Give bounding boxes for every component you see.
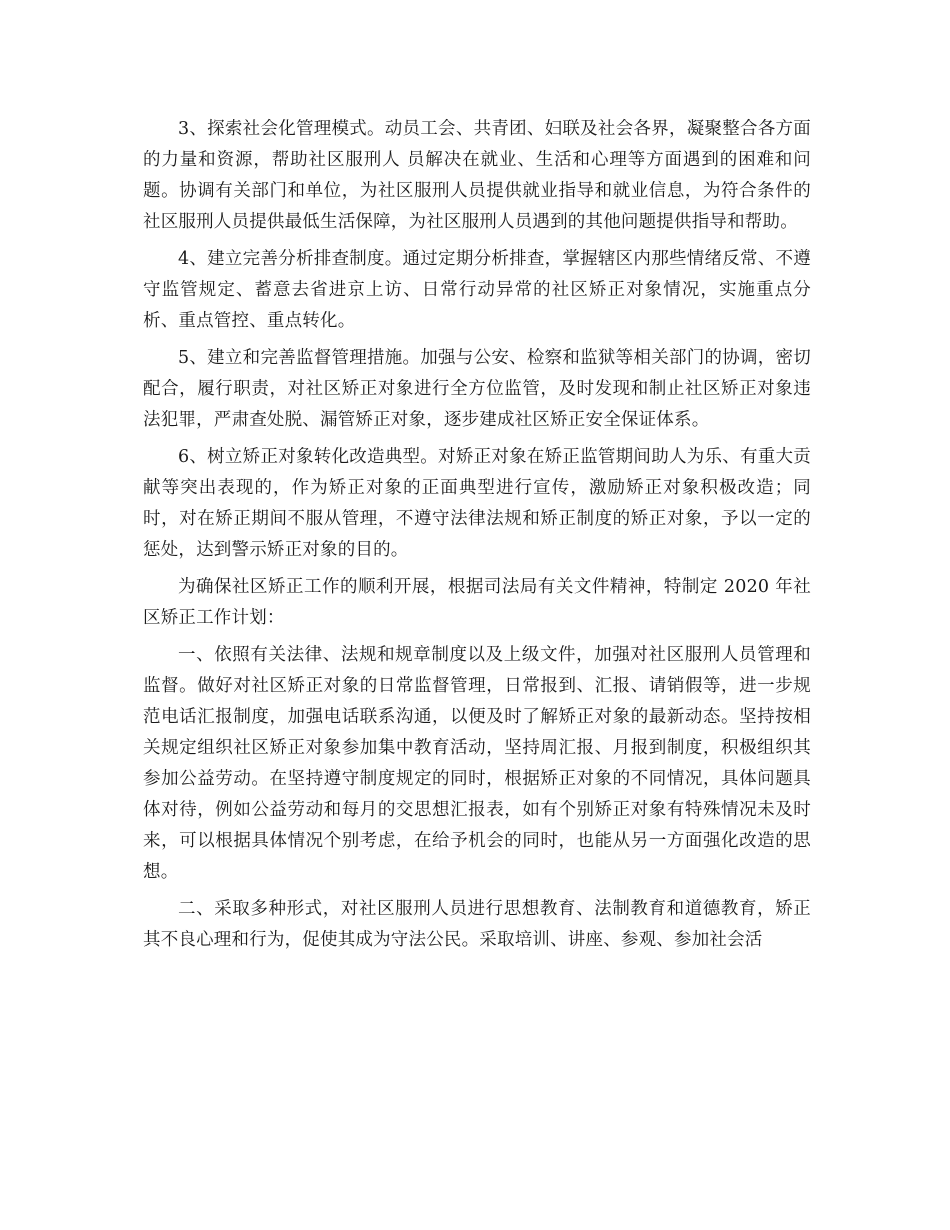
paragraph-5-supervision-measures: 5、建立和完善监督管理措施。加强与公安、检察和监狱等相关部门的协调，密切配合，履行职责，对社区矫正对象进行全方位监管，及时发现和制止社区矫正对象违法犯罪，严肃查处脱、漏管矫正对象，逐步建成社区矫正安全保证体系。 xyxy=(143,348,811,430)
paragraph-section-two: 二、采取多种形式，对社区服刑人员进行思想教育、法制教育和道德教育，矫正其不良心理和行为，促使其成为守法公民。采取培训、讲座、参观、参加社会活 xyxy=(143,899,811,950)
paragraph-section-one: 一、依照有关法律、法规和规章制度以及上级文件，加强对社区服刑人员管理和监督。做好对社区矫正对象的日常监督管理，日常报到、汇报、请销假等，进一步规范电话汇报制度，加强电话联系沟通，以便及时了解矫正对象的最新动态。坚持按相关规定组织社区矫正对象参加集中教育活动，坚持周汇报、月报到制度，积极组织其参加公益劳动。在坚持遵守制度规定的同时，根据矫正对象的不同情况，具体问题具体对待，例如公益劳动和每月的交思想汇报表，如有个别矫正对象有特殊情况未及时来，可以根据具体情况个别考虑，在给予机会的同时，也能从另一方面强化改造的思想。 xyxy=(143,645,811,882)
paragraph-3-social-management: 3、探索社会化管理模式。动员工会、共青团、妇联及社会各界，凝聚整合各方面的力量和资源，帮助社区服刑人 员解决在就业、生活和心理等方面遇到的困难和问题。协调有关部门和单位，为社区服刑人员提供就业指导和就业信息，为符合条件的社区服刑人员提供最低生活保障，为社区服刑人员遇到的其他问题提供指导和帮助。 xyxy=(143,119,811,232)
paragraph-6-model-cases: 6、树立矫正对象转化改造典型。对矫正对象在矫正监管期间助人为乐、有重大贡献等突出表现的，作为矫正对象的正面典型进行宣传，激励矫正对象积极改造；同时，对在矫正期间不服从管理，不遵守法律法规和矫正制度的矫正对象，予以一定的惩处，达到警示矫正对象的目的。 xyxy=(143,447,811,560)
paragraph-work-plan-intro: 为确保社区矫正工作的顺利开展，根据司法局有关文件精神，特制定 2020 年社区矫正工作计划： xyxy=(143,577,811,628)
paragraph-4-analysis-system: 4、建立完善分析排查制度。通过定期分析排查，掌握辖区内那些情绪反常、不遵守监管规定、蓄意去省进京上访、日常行动异常的社区矫正对象情况，实施重点分析、重点管控、重点转化。 xyxy=(143,249,811,331)
document-page xyxy=(143,114,811,962)
